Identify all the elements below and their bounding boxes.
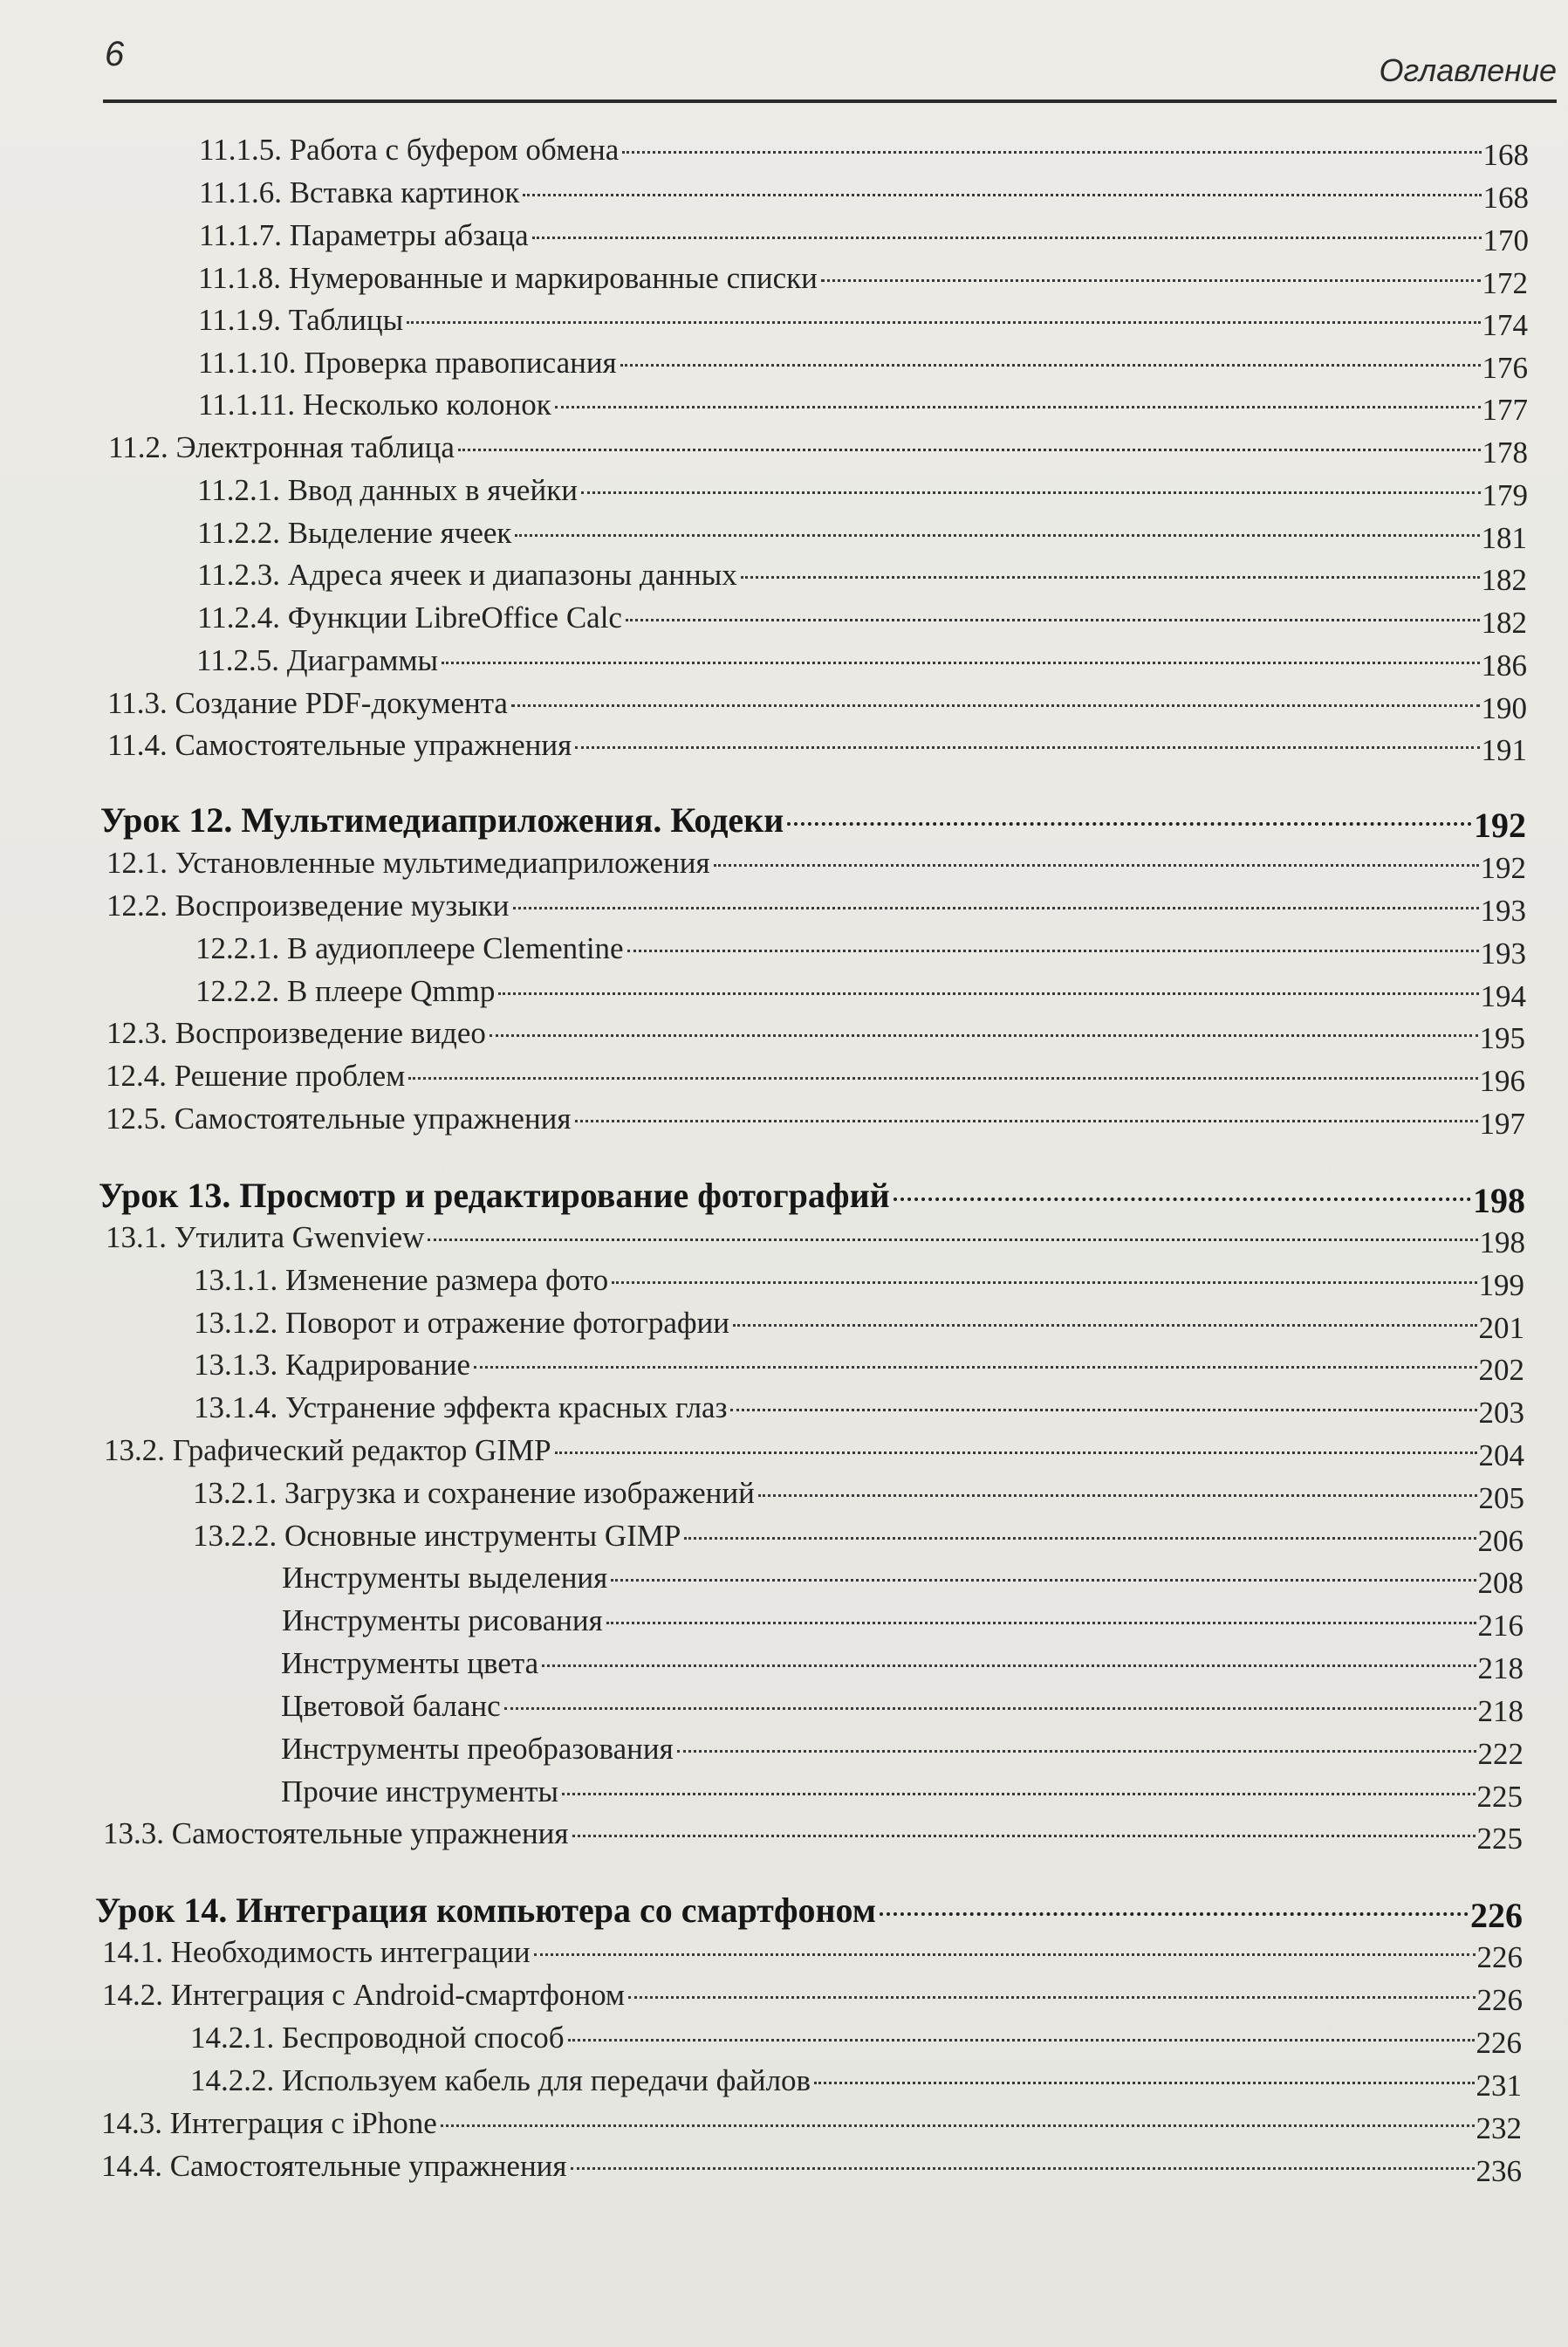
toc-page-number: 206 <box>1477 1524 1523 1558</box>
toc-page-number: 194 <box>1480 979 1526 1013</box>
toc-page-number: 168 <box>1482 181 1529 215</box>
toc-row <box>106 844 1526 885</box>
page-number: 6 <box>105 35 125 73</box>
dot-leader <box>523 194 1481 196</box>
toc-entry-title: Инструменты цвета <box>281 1646 539 1680</box>
toc-row <box>107 726 1527 765</box>
toc-page-number: 198 <box>1479 1225 1525 1259</box>
toc-entry-title: Урок 13. Просмотр и редактирование фотографий <box>99 1176 890 1215</box>
toc-row <box>281 1644 1523 1683</box>
dot-leader <box>611 1579 1476 1582</box>
toc-entry-title: 11.2.1. Ввод данных в ячейки <box>197 473 578 507</box>
toc-entry-title: 11.2. Электронная таблица <box>108 430 455 464</box>
toc-row <box>197 514 1527 555</box>
toc-entry-title: 12.2.2. В плеере Qmmp <box>195 974 496 1008</box>
toc-page-number: 193 <box>1480 937 1526 971</box>
dot-leader <box>441 2124 1475 2127</box>
dot-leader <box>758 1494 1477 1497</box>
dot-leader <box>787 822 1472 826</box>
dot-leader <box>504 1707 1476 1710</box>
toc-row <box>281 1773 1523 1814</box>
dot-leader <box>741 576 1480 579</box>
toc-entry-title: 14.2.2. Используем кабель для передачи файлов <box>190 2063 811 2097</box>
dot-leader <box>562 1793 1475 1795</box>
toc-row <box>281 1687 1523 1726</box>
toc-page-number: 201 <box>1478 1311 1524 1345</box>
dot-leader <box>542 1664 1476 1667</box>
toc-row <box>193 1474 1524 1513</box>
toc-row <box>282 1602 1523 1643</box>
dot-leader <box>555 406 1481 408</box>
toc-page-number: 225 <box>1476 1822 1523 1856</box>
toc-entry-title: Инструменты выделения <box>282 1561 608 1595</box>
toc-row <box>282 1559 1523 1600</box>
dot-leader <box>428 1239 1477 1241</box>
dot-leader <box>532 237 1482 239</box>
toc-page-number: 222 <box>1477 1737 1523 1771</box>
toc-page-number: 196 <box>1479 1064 1525 1098</box>
toc-entry-title: 12.4. Решение проблем <box>106 1059 406 1093</box>
dot-leader <box>474 1366 1476 1369</box>
toc-page-number: 177 <box>1482 393 1528 427</box>
toc-row <box>101 2147 1522 2186</box>
toc-row <box>102 1933 1523 1972</box>
toc-row <box>106 1014 1525 1053</box>
toc-row <box>197 556 1527 597</box>
toc-page-number: 226 <box>1476 1940 1523 1974</box>
toc-page-number: 178 <box>1482 436 1528 470</box>
dot-leader <box>626 619 1480 621</box>
toc-page-number: 226 <box>1476 1983 1523 2017</box>
dot-leader <box>408 1077 1477 1080</box>
toc-row <box>199 131 1529 172</box>
toc-row <box>195 972 1526 1011</box>
toc-entry-title: 11.2.2. Выделение ячеек <box>197 516 512 550</box>
toc-row <box>106 1057 1525 1098</box>
toc-page-number: 191 <box>1481 733 1527 767</box>
toc-page-number: 192 <box>1474 806 1526 845</box>
toc-row <box>196 642 1527 683</box>
dot-leader <box>677 1750 1476 1753</box>
toc-row <box>195 930 1526 971</box>
toc-entry-title: 13.1.2. Поворот и отражение фотографии <box>194 1306 730 1340</box>
toc-entry-title: 12.5. Самостоятельные упражнения <box>106 1101 572 1136</box>
toc-page-number: 181 <box>1481 521 1527 555</box>
toc-entry-title: 11.1.5. Работа с буфером обмена <box>199 133 620 167</box>
toc-page-number: 226 <box>1476 2026 1522 2060</box>
toc-entry-title: 11.2.5. Диаграммы <box>196 643 439 677</box>
toc-page-number: 205 <box>1478 1481 1524 1515</box>
dot-leader <box>498 992 1478 995</box>
toc-entry-title: Урок 12. Мультимедиаприложения. Кодеки <box>100 800 784 840</box>
dot-leader <box>620 364 1481 367</box>
toc-row <box>194 1389 1524 1430</box>
toc-page-number: 232 <box>1476 2111 1522 2145</box>
toc-entry-title: 11.1.7. Параметры абзаца <box>199 218 529 252</box>
toc-page-number: 170 <box>1482 223 1529 257</box>
toc-row <box>198 386 1528 427</box>
dot-leader <box>515 534 1479 537</box>
toc-row <box>198 301 1528 340</box>
dot-leader <box>575 746 1479 749</box>
toc-entry-title: 13.2.1. Загрузка и сохранение изображений <box>193 1476 755 1510</box>
dot-leader <box>684 1537 1476 1540</box>
toc-page-number: 225 <box>1476 1780 1523 1814</box>
toc-page-number: 198 <box>1473 1181 1525 1220</box>
toc-page-number: 218 <box>1477 1694 1523 1728</box>
toc-chapter-row <box>100 800 1526 845</box>
toc-page-number: 216 <box>1477 1609 1523 1643</box>
toc-entry-title: 13.1. Утилита Gwenview <box>106 1220 425 1254</box>
toc-row <box>198 259 1528 298</box>
dot-leader <box>575 1120 1478 1122</box>
toc-row <box>107 684 1527 723</box>
dot-leader <box>490 1034 1478 1037</box>
toc-page-number: 172 <box>1482 266 1528 300</box>
toc-page-number: 199 <box>1478 1268 1524 1302</box>
toc-page-number: 226 <box>1470 1896 1523 1935</box>
toc-entry-title: 13.2.2. Основные инструменты GIMP <box>193 1519 681 1553</box>
toc-page-number: 231 <box>1476 2069 1522 2103</box>
toc-row <box>103 1815 1523 1856</box>
dot-leader <box>534 1953 1476 1956</box>
toc-row <box>197 471 1528 510</box>
dot-leader <box>730 1409 1476 1411</box>
toc-row <box>193 1517 1523 1558</box>
toc-page-number: 208 <box>1477 1566 1523 1600</box>
toc-entry-title: 11.1.11. Несколько колонок <box>198 388 551 422</box>
toc-page-number: 197 <box>1479 1107 1525 1141</box>
toc-entry-title: 11.1.8. Нумерованные и маркированные списки <box>198 261 818 295</box>
toc-entry-title: Урок 14. Интеграция компьютера со смартфоном <box>95 1891 877 1930</box>
dot-leader <box>442 662 1479 664</box>
toc-page-number: 203 <box>1478 1396 1524 1430</box>
toc-page-number: 182 <box>1481 606 1527 640</box>
toc-row <box>194 1261 1524 1300</box>
toc-row <box>101 2104 1522 2143</box>
running-title: Оглавление <box>1379 52 1557 88</box>
dot-leader <box>568 2039 1475 2042</box>
dot-leader <box>628 1996 1475 1999</box>
dot-leader <box>622 151 1481 154</box>
toc-row <box>190 2062 1522 2103</box>
toc-chapter-row <box>99 1176 1525 1220</box>
toc-entry-title: 14.4. Самостоятельные упражнения <box>101 2149 567 2183</box>
toc-entry-title: 11.2.4. Функции LibreOffice Calc <box>197 600 622 635</box>
dot-leader <box>880 1912 1469 1916</box>
dot-leader <box>513 907 1479 909</box>
dot-leader <box>627 950 1479 952</box>
dot-leader <box>581 491 1481 494</box>
toc-row <box>102 1976 1523 2017</box>
toc-entry-title: 14.2.1. Беспроводной способ <box>190 2021 565 2055</box>
toc-row <box>106 1218 1525 1257</box>
dot-leader <box>511 704 1480 707</box>
dot-leader <box>612 1281 1476 1284</box>
toc-entry-title: 11.4. Самостоятельные упражнения <box>107 728 572 762</box>
toc-row <box>190 2019 1522 2060</box>
toc-entry-title: 13.3. Самостоятельные упражнения <box>103 1816 569 1850</box>
toc-row <box>198 344 1528 385</box>
toc-page-number: 174 <box>1482 308 1528 342</box>
toc-entry-title: 11.3. Создание PDF-документа <box>107 686 508 720</box>
toc-entry-title: 11.2.3. Адреса ячеек и диапазоны данных <box>197 558 737 592</box>
toc-page-number: 190 <box>1481 691 1527 725</box>
toc-row <box>194 1304 1524 1345</box>
toc-page-number: 195 <box>1479 1021 1525 1055</box>
toc-page-number: 182 <box>1481 563 1527 597</box>
toc-entry-title: 11.1.6. Вставка картинок <box>199 175 520 209</box>
dot-leader <box>407 321 1480 324</box>
toc-entry-title: 14.3. Интеграция с iPhone <box>101 2106 437 2140</box>
toc-entry-title: 12.2. Воспроизведение музыки <box>106 889 510 923</box>
toc-page-number: 218 <box>1477 1651 1523 1685</box>
toc-page-number: 176 <box>1482 351 1528 385</box>
dot-leader <box>606 1622 1476 1624</box>
toc-chapter-row <box>95 1891 1523 1935</box>
toc-entry-title: Инструменты рисования <box>282 1603 603 1637</box>
toc-entry-title: Прочие инструменты <box>281 1774 559 1808</box>
toc-entry-title: 11.1.10. Проверка правописания <box>198 346 617 380</box>
toc-page-number: 202 <box>1478 1353 1524 1387</box>
toc-entry-title: 13.1.1. Изменение размера фото <box>194 1263 609 1297</box>
dot-leader <box>714 864 1479 867</box>
toc-page-number: 192 <box>1480 851 1526 885</box>
toc-row <box>104 1431 1524 1470</box>
toc-entry-title: 12.3. Воспроизведение видео <box>106 1016 486 1050</box>
dot-leader <box>458 449 1481 451</box>
toc-row <box>197 599 1527 640</box>
toc-page-number: 168 <box>1482 138 1529 172</box>
dot-leader <box>894 1198 1471 1201</box>
toc-page-number: 193 <box>1480 894 1526 928</box>
toc-entry-title: 11.1.9. Таблицы <box>198 303 404 337</box>
dot-leader <box>821 279 1481 282</box>
toc-entry-title: 13.1.3. Кадрирование <box>194 1348 471 1382</box>
toc-row <box>106 1100 1525 1141</box>
toc-entry-title: Цветовой баланс <box>281 1689 501 1723</box>
toc-entry-title: 14.1. Необходимость интеграции <box>102 1935 531 1969</box>
toc-page-number: 236 <box>1476 2154 1522 2188</box>
toc-row <box>108 429 1528 470</box>
toc-row <box>194 1346 1524 1387</box>
toc-page-number: 204 <box>1478 1438 1524 1472</box>
dot-leader <box>733 1324 1476 1327</box>
dot-leader <box>571 2167 1475 2170</box>
toc-entry-title: 13.1.4. Устранение эффекта красных глаз <box>194 1390 728 1424</box>
toc-row <box>106 887 1526 928</box>
toc-entry-title: 14.2. Интеграция с Android-смартфоном <box>102 1978 626 2012</box>
toc-row <box>199 216 1529 255</box>
dot-leader <box>814 2082 1474 2084</box>
toc-row <box>199 174 1529 215</box>
dot-leader <box>572 1835 1476 1837</box>
toc-entry-title: 13.2. Графический редактор GIMP <box>104 1433 551 1467</box>
toc-entry-title: 12.1. Установленные мультимедиаприложения <box>106 846 710 880</box>
toc-entry-title: Инструменты преобразования <box>281 1732 674 1766</box>
dot-leader <box>555 1451 1477 1454</box>
toc-page-number: 186 <box>1481 649 1527 683</box>
toc-page-number: 179 <box>1482 478 1528 512</box>
toc-row <box>281 1730 1523 1771</box>
toc-entry-title: 12.2.1. В аудиоплеере Clementine <box>195 931 624 965</box>
